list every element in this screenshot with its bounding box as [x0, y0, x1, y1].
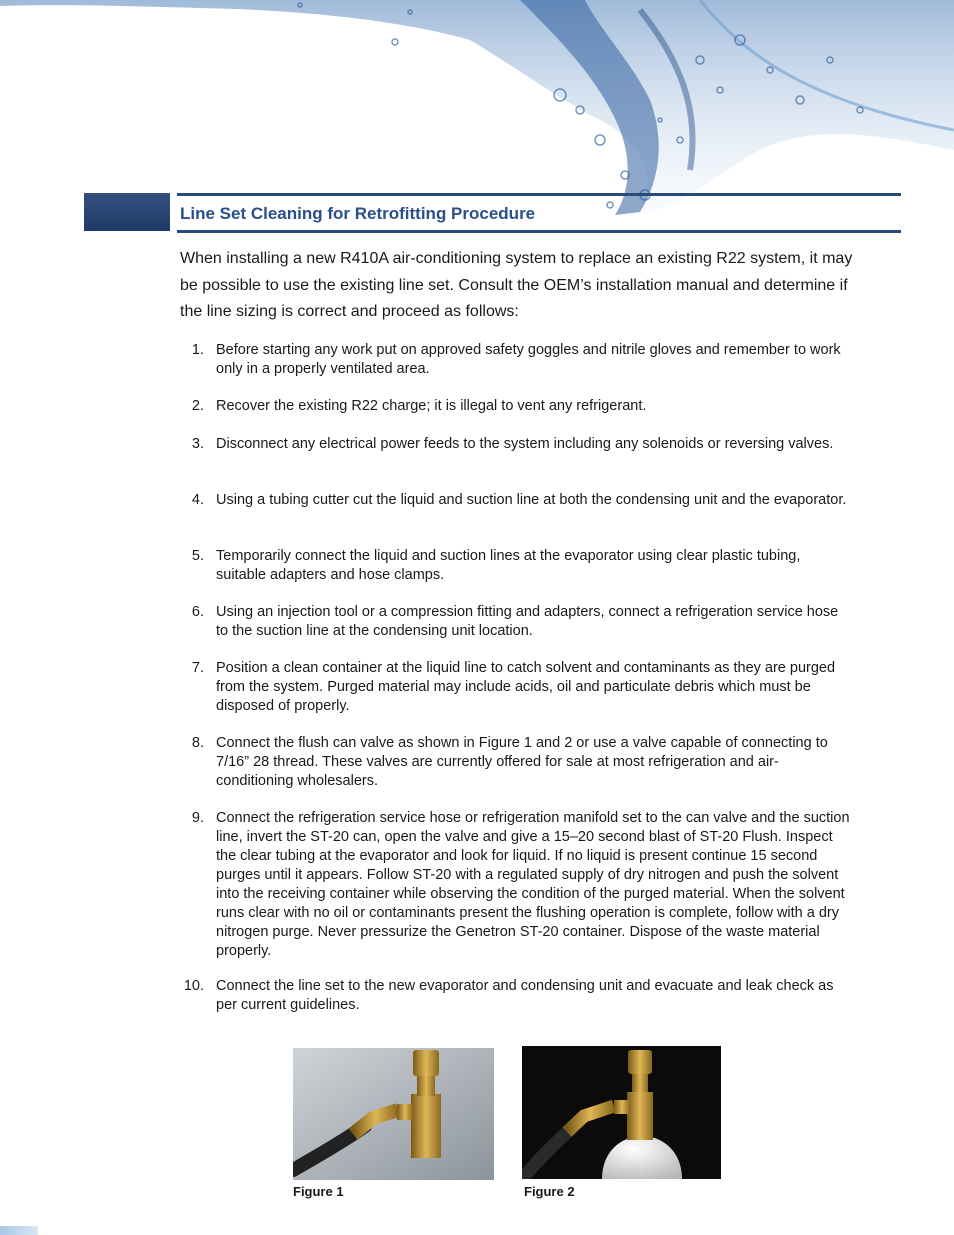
- step-text: Temporarily connect the liquid and suction lines at the evaporator using clear plastic tubing, suitable adapters and hose clamps.: [216, 548, 801, 583]
- step-text: Connect the refrigeration service hose or refrigeration manifold set to the can valve and the suction line, invert the ST-20 can, open the valve and give a 15–20 second blast of ST-20 Flush. Inspect the clear tubing at the evaporator and look for liquid. If no liquid is present continue 15 second purges until it appears. Follow ST-20 with a regulated supply of dry nitrogen and push the solvent into the receiving container while observing the condition of the purged material. When the solvent runs clear with no oil or contaminants present the flushing operation is complete, follow with a dry nitrogen purge. Never pressurize the Genetron ST-20 container. Dispose of the waste material properly.: [216, 810, 850, 959]
- step-number: 1.: [191, 342, 204, 358]
- step-text: Position a clean container at the liquid line to catch solvent and contaminants as they are purged from the system. Purged material may include acids, oil and particulate debris which must be disposed of properly.: [216, 660, 836, 714]
- flush-can-valve-icon: [522, 1046, 721, 1179]
- step-number: 5.: [191, 548, 204, 564]
- step-number: 6.: [191, 604, 204, 620]
- valve-hose-icon: [293, 1048, 494, 1180]
- page-corner-decoration: [0, 1226, 38, 1235]
- step-number: 8.: [191, 735, 204, 751]
- section-tab: [84, 193, 170, 231]
- step-text: Connect the line set to the new evaporator and condensing unit and evacuate and leak check as per current guidelines.: [216, 978, 834, 1013]
- figure-1-caption: Figure 1: [293, 1184, 344, 1199]
- step-text: Recover the existing R22 charge; it is illegal to vent any refrigerant.: [216, 398, 647, 414]
- figure-2-caption: Figure 2: [524, 1184, 575, 1199]
- step-number: 10.: [183, 978, 204, 994]
- step-number: 4.: [191, 492, 204, 508]
- section-header-bar: [177, 193, 901, 233]
- figure-2-photo: [522, 1046, 721, 1179]
- figure-1-photo: [293, 1048, 494, 1180]
- step-text: Using an injection tool or a compression fitting and adapters, connect a refrigeration service hose to the suction line at the condensing unit location.: [216, 604, 839, 639]
- section-title: Line Set Cleaning for Retrofitting Procedure: [180, 204, 536, 223]
- step-text: Using a tubing cutter cut the liquid and suction line at both the condensing unit and the evaporator.: [216, 492, 847, 508]
- step-number: 2.: [191, 398, 204, 414]
- step-number: 3.: [191, 436, 204, 452]
- intro-paragraph: When installing a new R410A air-conditioning system to replace an existing R22 system, it may be possible to use the existing line set. Consult the OEM’s installation manual and determine if the line sizing is correct and proceed as follows:: [180, 250, 853, 320]
- step-number: 9.: [191, 810, 204, 826]
- step-text: Disconnect any electrical power feeds to the system including any solenoids or reversing valves.: [216, 436, 834, 452]
- step-text: Before starting any work put on approved safety goggles and nitrile gloves and remember to work only in a properly ventilated area.: [216, 342, 841, 377]
- step-number: 7.: [191, 660, 204, 676]
- step-text: Connect the flush can valve as shown in Figure 1 and 2 or use a valve capable of connecting to 7/16” 28 thread. These valves are currently offered for sale at most refrigeration and air-conditioning wholesalers.: [216, 735, 828, 789]
